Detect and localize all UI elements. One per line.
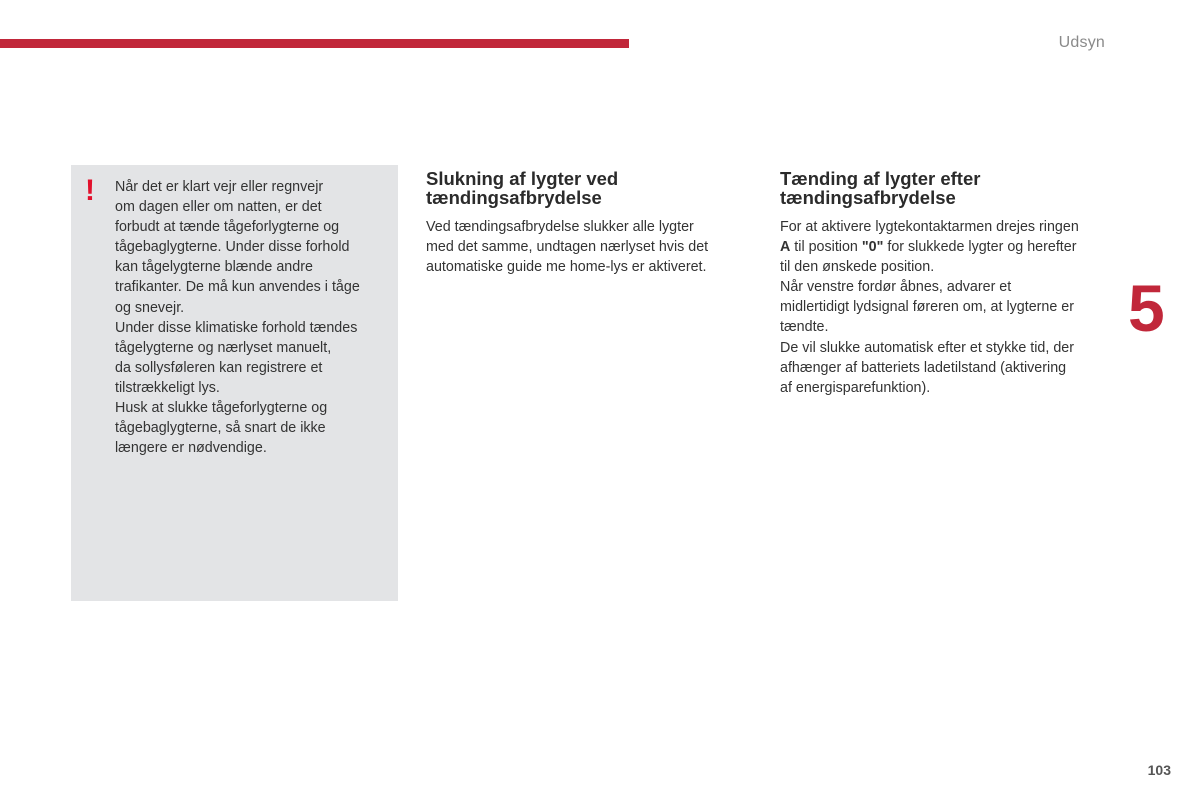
section-heading: Slukning af lygter ved tændingsafbrydelse [426,168,619,208]
section-paragraph [780,217,1110,277]
ring-label-a: A [780,239,791,256]
section-lights-on-after-ignition [780,169,1110,398]
section-body [780,217,1110,398]
position-label-0: "0" [861,239,884,256]
section-paragraph: Når venstre fordør åbnes, advarer et midlertidigt lydsignal føreren om, at lygterne er tændte. [780,279,1075,336]
section-paragraph: De vil slukke automatisk efter et stykke tid, der afhænger af batteriets ladetilstand (aktivering af energisparefunktion). [780,339,1074,396]
exclamation-icon: ! [85,174,95,207]
header-accent-bar [0,39,629,48]
section-paragraph: Ved tændingsafbrydelse slukker alle lygter med det samme, undtagen nærlyset hvis det automatiske guide me home-lys er aktiveret. [426,219,709,276]
warning-box [71,165,398,601]
page-number: 103 [1147,762,1171,778]
section-lights-off-ignition [426,169,746,277]
warning-text: Når det er klart vejr eller regnvejr om dagen eller om natten, er det forbudt at tænde tågeforlygterne og tågebaglygterne. Under disse forhold kan tågelygterne blænde andre trafikanter. De må kun anvendes i tåge og snevejr. Under disse klimatiske forhold tændes tågelygterne og nærlyset manuelt, da sollysføleren kan registrere et tilstrækkeligt lys. Husk at slukke tågeforlygterne og tågebaglygterne, så snart de ikke længere er nødvendige. [115,179,360,457]
paragraph-text: for slukkede lygter og herefter til den ønskede position. [780,239,1077,276]
section-heading: Tænding af lygter efter tændingsafbrydelse [780,168,981,208]
paragraph-text: til position [790,239,862,256]
paragraph-text: For at aktivere lygtekontaktarmen drejes ringen [780,219,1079,235]
chapter-number: 5 [1128,271,1165,345]
section-title: Udsyn [1058,34,1105,51]
section-body [426,217,746,277]
